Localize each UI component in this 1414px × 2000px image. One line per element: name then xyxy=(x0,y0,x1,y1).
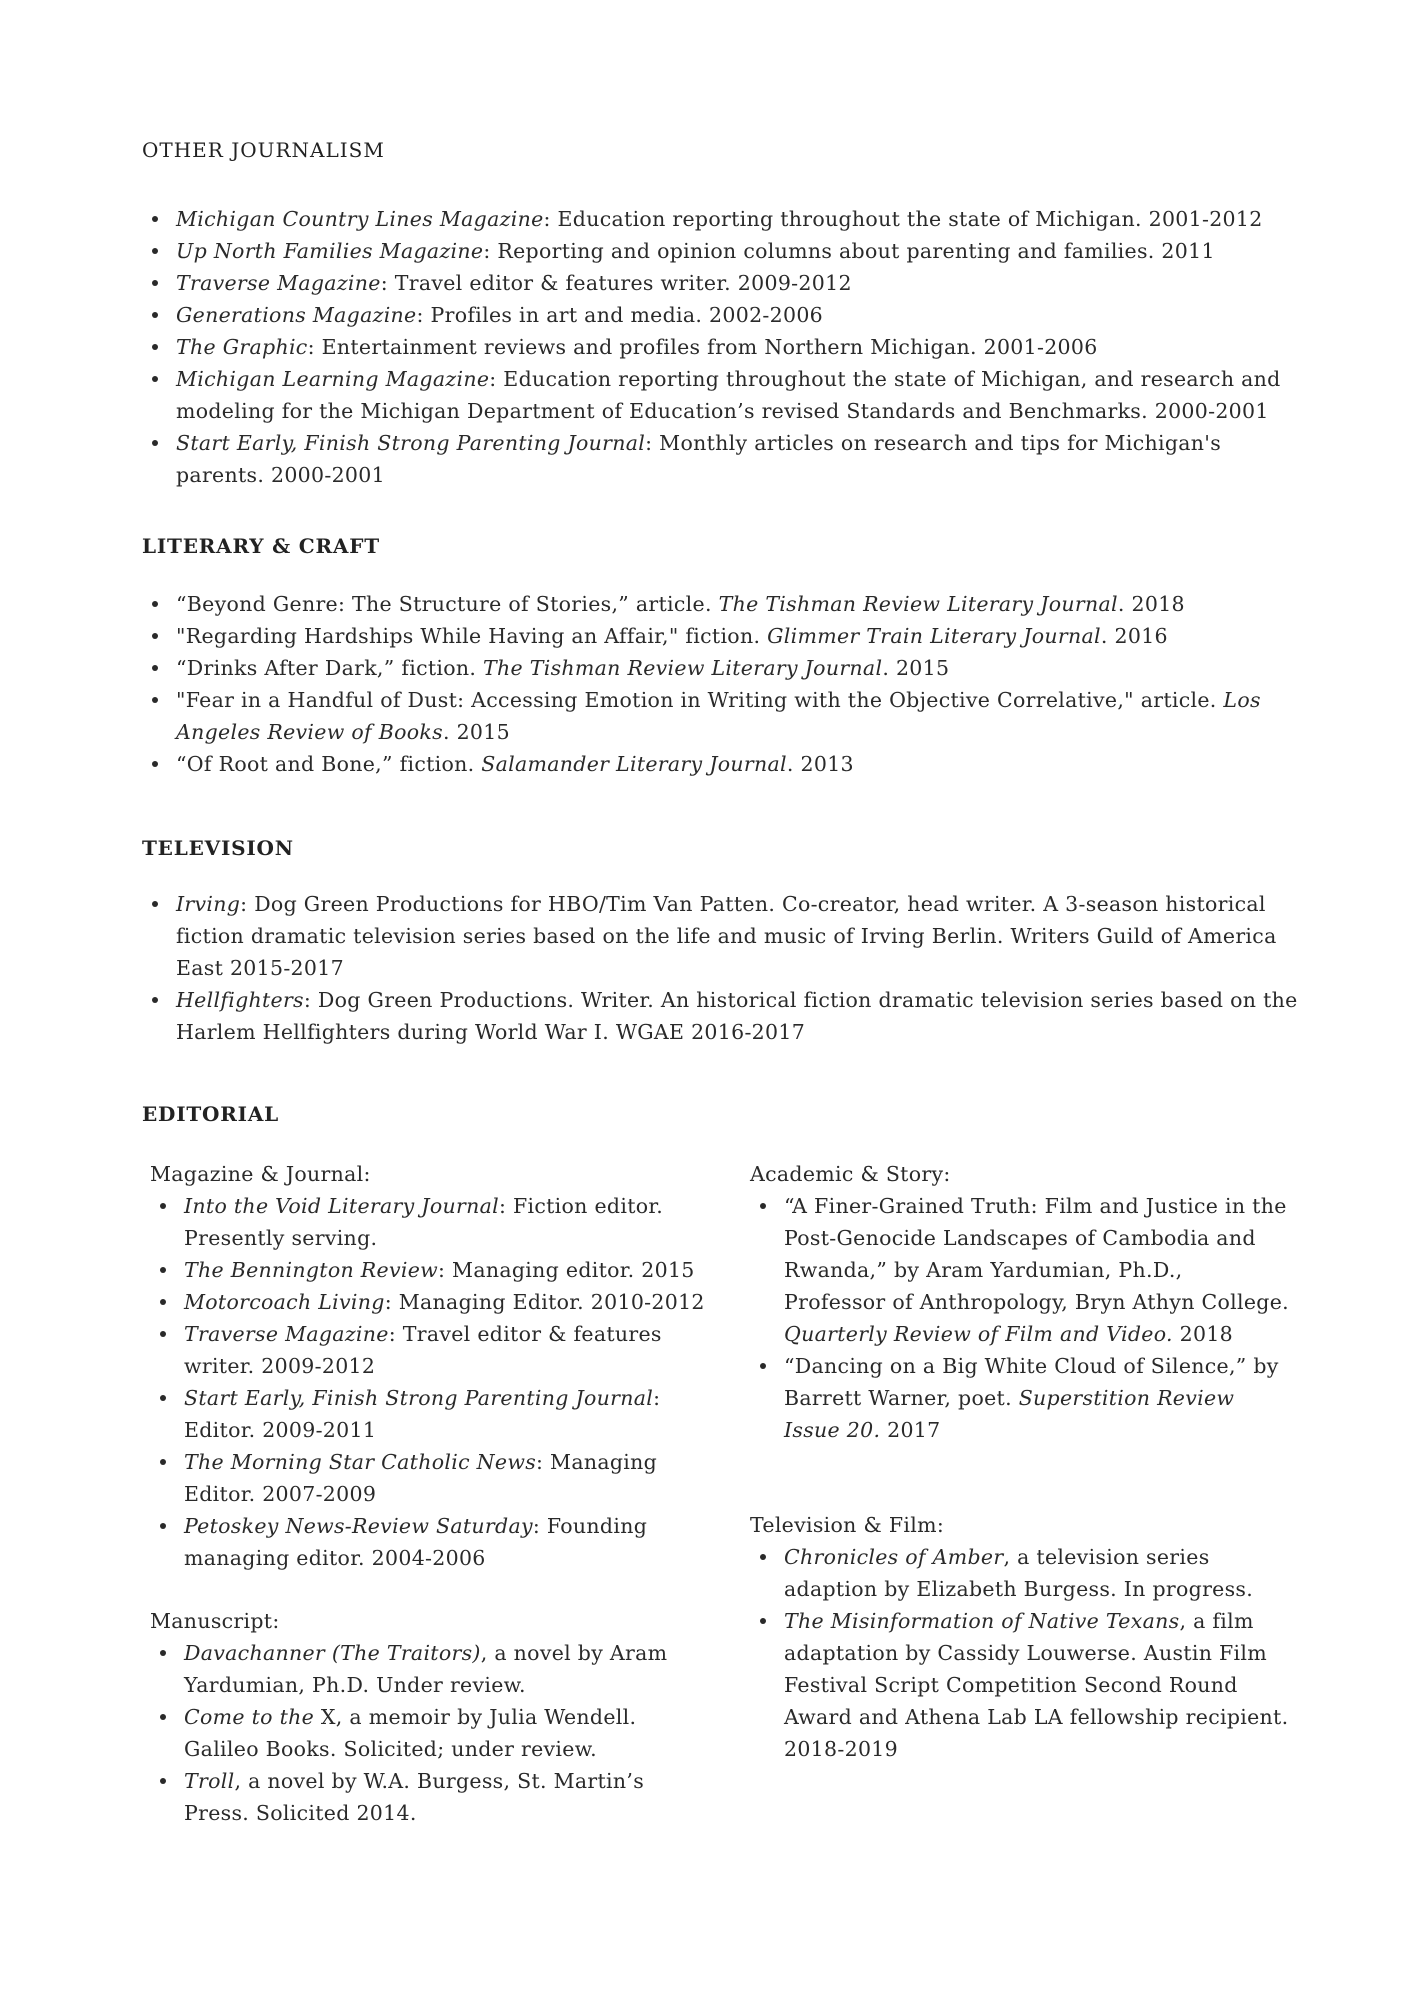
list-item: Petoskey News-Review Saturday: Founding managing editor. 2004-2006 xyxy=(150,1510,710,1574)
literary-list xyxy=(142,588,1302,780)
manuscript-list xyxy=(150,1637,690,1829)
list-item: “Dancing on a Big White Cloud of Silence,” by Barrett Warner, poet. Superstition Review Issue 20. 2017 xyxy=(750,1350,1290,1446)
academic-story-label: Academic & Story: xyxy=(750,1162,951,1186)
list-item: “Of Root and Bone,” fiction. Salamander Literary Journal. 2013 xyxy=(142,748,1302,780)
section-title-literary-craft: LITERARY & CRAFT xyxy=(142,534,380,558)
magazine-journal-list xyxy=(150,1190,710,1574)
list-item: "Regarding Hardships While Having an Affair," fiction. Glimmer Train Literary Journal. 2016 xyxy=(142,620,1302,652)
list-item: Generations Magazine: Profiles in art and media. 2002-2006 xyxy=(142,299,1302,331)
list-item: Michigan Learning Magazine: Education reporting throughout the state of Michigan, and research and modeling for the Michigan Department of Education’s revised Standards and Benchmarks. 2000-2001 xyxy=(142,363,1302,427)
list-item: Into the Void Literary Journal: Fiction editor. Presently serving. xyxy=(150,1190,710,1254)
list-item: Davachanner (The Traitors), a novel by Aram Yardumian, Ph.D. Under review. xyxy=(150,1637,690,1701)
other-journalism-list xyxy=(142,203,1302,491)
manuscript-label: Manuscript: xyxy=(150,1609,280,1633)
list-item: "Fear in a Handful of Dust: Accessing Emotion in Writing with the Objective Correlative," article. Los Angeles Review of Books. 2015 xyxy=(142,684,1302,748)
list-item: Traverse Magazine: Travel editor & features writer. 2009-2012 xyxy=(142,267,1302,299)
section-title-other-journalism: OTHER JOURNALISM xyxy=(142,138,385,162)
list-item: Start Early, Finish Strong Parenting Journal: Monthly articles on research and tips for Michigan's parents. 2000-2001 xyxy=(142,427,1302,491)
list-item: Hellfighters: Dog Green Productions. Writer. An historical fiction dramatic television series based on the Harlem Hellfighters during World War I. WGAE 2016-2017 xyxy=(142,984,1302,1048)
section-title-television: TELEVISION xyxy=(142,836,294,860)
list-item: Traverse Magazine: Travel editor & features writer. 2009-2012 xyxy=(150,1318,710,1382)
list-item: “A Finer-Grained Truth: Film and Justice in the Post-Genocide Landscapes of Cambodia and Rwanda,” by Aram Yardumian, Ph.D., Professor of Anthropology, Bryn Athyn College. Quarterly Review of Film and Video. 2018 xyxy=(750,1190,1290,1350)
academic-story-list xyxy=(750,1190,1290,1446)
list-item: Irving: Dog Green Productions for HBO/Tim Van Patten. Co-creator, head writer. A 3-season historical fiction dramatic television series based on the life and music of Irving Berlin. Writers Guild of America East 2015-2017 xyxy=(142,888,1302,984)
television-list xyxy=(142,888,1302,1048)
list-item: Chronicles of Amber, a television series adaption by Elizabeth Burgess. In progress. xyxy=(750,1541,1290,1605)
list-item: The Graphic: Entertainment reviews and profiles from Northern Michigan. 2001-2006 xyxy=(142,331,1302,363)
television-film-list xyxy=(750,1541,1290,1765)
list-item: Michigan Country Lines Magazine: Education reporting throughout the state of Michigan. 2001-2012 xyxy=(142,203,1302,235)
list-item: Troll, a novel by W.A. Burgess, St. Martin’s Press. Solicited 2014. xyxy=(150,1765,690,1829)
list-item: “Drinks After Dark,” fiction. The Tishman Review Literary Journal. 2015 xyxy=(142,652,1302,684)
list-item: “Beyond Genre: The Structure of Stories,” article. The Tishman Review Literary Journal. 2018 xyxy=(142,588,1302,620)
section-title-editorial: EDITORIAL xyxy=(142,1102,280,1126)
list-item: The Misinformation of Native Texans, a film adaptation by Cassidy Louwerse. Austin Film Festival Script Competition Second Round Award and Athena Lab LA fellowship recipient. 2018-2019 xyxy=(750,1605,1290,1765)
list-item: Up North Families Magazine: Reporting and opinion columns about parenting and families. 2011 xyxy=(142,235,1302,267)
television-film-label: Television & Film: xyxy=(750,1513,945,1537)
list-item: Start Early, Finish Strong Parenting Journal: Editor. 2009-2011 xyxy=(150,1382,710,1446)
list-item: The Morning Star Catholic News: Managing Editor. 2007-2009 xyxy=(150,1446,710,1510)
magazine-journal-label: Magazine & Journal: xyxy=(150,1162,371,1186)
list-item: The Bennington Review: Managing editor. 2015 xyxy=(150,1254,710,1286)
list-item: Motorcoach Living: Managing Editor. 2010-2012 xyxy=(150,1286,710,1318)
list-item: Come to the X, a memoir by Julia Wendell. Galileo Books. Solicited; under review. xyxy=(150,1701,690,1765)
